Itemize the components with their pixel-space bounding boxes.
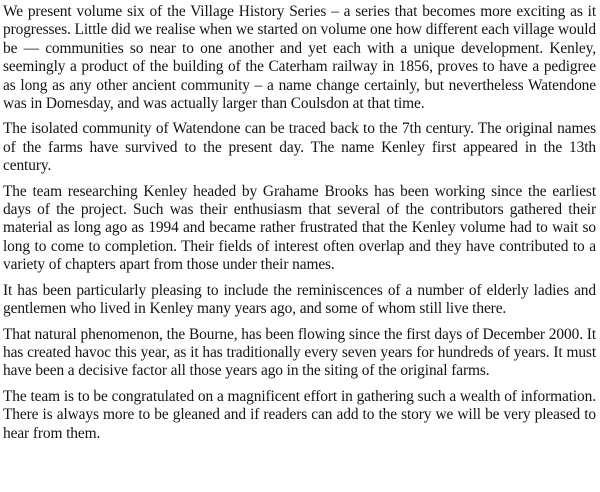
paragraph-congratulations: The team is to be congratulated on a magnificent effort in gathering such a wealth of information. There is always more to be gleaned and if readers can add to the story we will be very pleased to hear from them. xyxy=(3,387,596,442)
paragraph-reminiscences: It has been particularly pleasing to include the reminiscences of a number of elderly ladies and gentlemen who lived in Kenley many years ago, and some of whom still live there. xyxy=(3,281,596,318)
paragraph-watendone-history: The isolated community of Watendone can be traced back to the 7th century. The original names of the farms have survived to the present day. The name Kenley first appeared in the 13th century. xyxy=(3,120,596,175)
paragraph-introduction: We present volume six of the Village History Series – a series that becomes more exciting as it progresses. Little did we realise when we started on volume one how different each village would be — communities so near to one another and yet each with a unique development. Kenley, seemingly a product of the building of the Caterham railway in 1856, proves to have a pedigree as long as any other ancient community – a name change certainly, but nevertheless Watendone was in Domesday, and was actually larger than Coulsdon at that time. xyxy=(3,3,596,113)
paragraph-research-team: The team researching Kenley headed by Grahame Brooks has been working since the earliest days of the project. Such was their enthusiasm that several of the contributors gathered their material as long ago as 1994 and became rather frustrated that the Kenley volume had to wait so long to come to completion. Their fields of interest often overlap and they have contributed to a variety of chapters apart from those under their names. xyxy=(3,182,596,274)
paragraph-bourne: That natural phenomenon, the Bourne, has been flowing since the first days of December 2000. It has created havoc this year, as it has traditionally every seven years for hundreds of years. It must have been a decisive factor all those years ago in the siting of the original farms. xyxy=(3,325,596,380)
